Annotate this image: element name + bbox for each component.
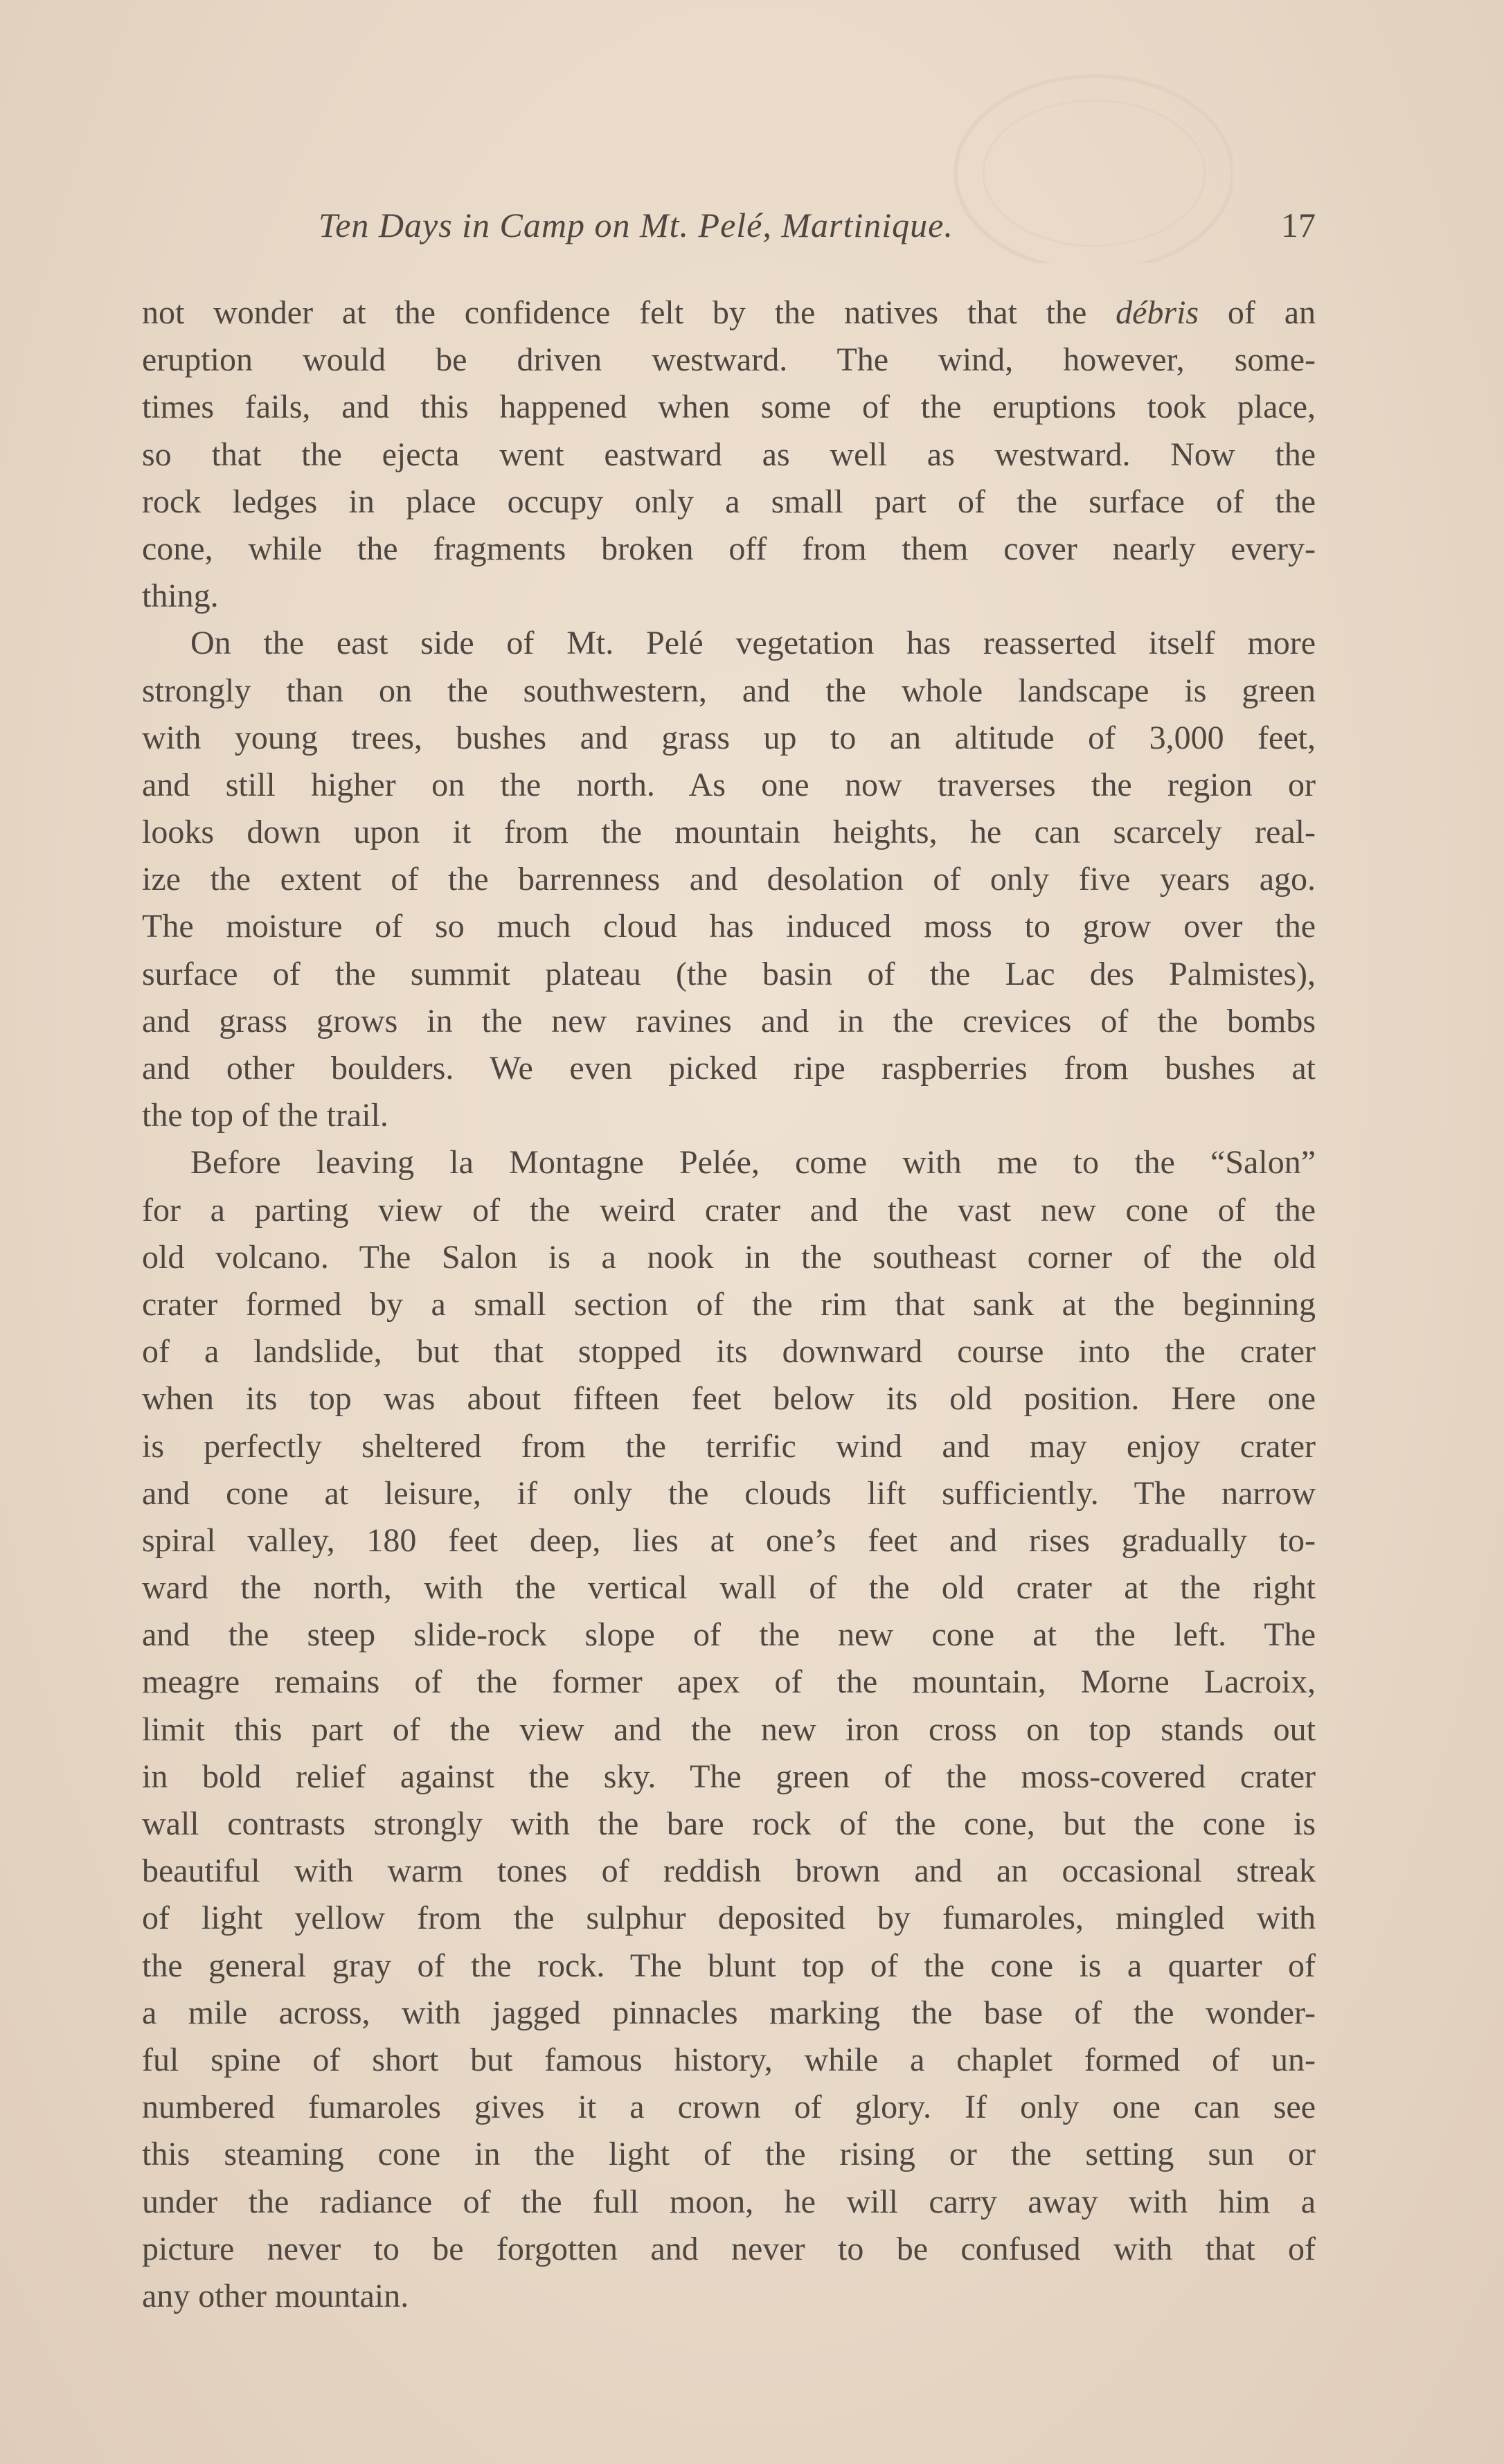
text-line: is perfectly sheltered from the terrific wind and may enjoy crater bbox=[142, 1427, 1316, 1465]
text-line: and other boulders. We even picked ripe raspberries from bushes at bbox=[142, 1050, 1316, 1087]
text-line: when its top was about fifteen feet below its old position. Here one bbox=[142, 1380, 1316, 1418]
text-line: The moisture of so much cloud has induced moss to grow over the bbox=[142, 908, 1316, 945]
text-line: ful spine of short but famous history, while a chaplet formed of un- bbox=[142, 2041, 1316, 2078]
text-line: of light yellow from the sulphur deposited by fumaroles, mingled with bbox=[142, 1900, 1316, 1937]
text-line: and cone at leisure, if only the clouds lift sufficiently. The narrow bbox=[142, 1474, 1316, 1512]
text-line: meagre remains of the former apex of the mountain, Morne Lacroix, bbox=[142, 1663, 1316, 1701]
text-line: of a landslide, but that stopped its downward course into the crater bbox=[142, 1333, 1316, 1371]
text-line: cone, while the fragments broken off from them cover nearly every- bbox=[142, 530, 1316, 567]
text-line: under the radiance of the full moon, he will carry away with him a bbox=[142, 2183, 1316, 2220]
text-line: the top of the trail. bbox=[142, 1097, 388, 1134]
italic-word: débris bbox=[1116, 294, 1199, 331]
text-line: in bold relief against the sky. The green of the moss-covered crater bbox=[142, 1758, 1316, 1795]
text-line: looks down upon it from the mountain heights, he can scarcely real- bbox=[142, 814, 1316, 851]
text-line: and still higher on the north. As one now traverses the region or bbox=[142, 766, 1316, 803]
text-line: any other mountain. bbox=[142, 2277, 409, 2314]
text-line: for a parting view of the weird crater and the vast new cone of the bbox=[142, 1191, 1316, 1229]
text-line: ward the north, with the vertical wall of the old crater at the right bbox=[142, 1569, 1316, 1607]
running-head bbox=[142, 201, 1316, 249]
text-line: surface of the summit plateau (the basin of the Lac des Palmistes), bbox=[142, 955, 1316, 992]
text-line: a mile across, with jagged pinnacles marking the base of the wonder- bbox=[142, 1994, 1316, 2031]
text-line: limit this part of the view and the new iron cross on top stands out bbox=[142, 1711, 1316, 1748]
page-number: 17 bbox=[1281, 206, 1316, 244]
running-title: Ten Days in Camp on Mt. Pelé, Martinique. bbox=[319, 206, 954, 244]
text-line: old volcano. The Salon is a nook in the southeast corner of the old bbox=[142, 1238, 1316, 1276]
text-line: ize the extent of the barrenness and desolation of only five years ago. bbox=[142, 861, 1316, 898]
text-line: and grass grows in the new ravines and in the crevices of the bombs bbox=[142, 1002, 1316, 1039]
text-line: crater formed by a small section of the rim that sank at the beginning bbox=[142, 1285, 1316, 1323]
text-line: rock ledges in place occupy only a small part of the surface of the bbox=[142, 483, 1316, 520]
text-line: On the east side of Mt. Pelé vegetation has reasserted itself more bbox=[190, 625, 1316, 662]
text-line: eruption would be driven westward. The wind, however, some- bbox=[142, 341, 1316, 379]
text-line: and the steep slide-rock slope of the new cone at the left. The bbox=[142, 1616, 1316, 1654]
text-line: Before leaving la Montagne Pelée, come with me to the “Salon” bbox=[190, 1144, 1316, 1181]
text-line: spiral valley, 180 feet deep, lies at one’s feet and rises gradually to- bbox=[142, 1521, 1316, 1559]
text-line: so that the ejecta went eastward as well as westward. Now the bbox=[142, 436, 1316, 473]
text-line: thing. bbox=[142, 578, 219, 615]
text-line: numbered fumaroles gives it a crown of glory. If only one can see bbox=[142, 2089, 1316, 2126]
text-line: wall contrasts strongly with the bare rock of the cone, but the cone is bbox=[142, 1805, 1316, 1842]
text-line: the general gray of the rock. The blunt top of the cone is a quarter of bbox=[142, 1947, 1316, 1984]
text-line: strongly than on the southwestern, and the whole landscape is green bbox=[142, 672, 1316, 709]
text-line: not wonder at the confidence felt by the natives that the débris of an bbox=[142, 294, 1316, 331]
text-line: with young trees, bushes and grass up to an altitude of 3,000 feet, bbox=[142, 719, 1316, 756]
body-text bbox=[142, 289, 1316, 2320]
text-line: picture never to be forgotten and never to be confused with that of bbox=[142, 2230, 1316, 2267]
text-line: times fails, and this happened when some of the eruptions took place, bbox=[142, 389, 1316, 426]
text-line: beautiful with warm tones of reddish brown and an occasional streak bbox=[142, 1853, 1316, 1890]
text-line: this steaming cone in the light of the rising or the setting sun or bbox=[142, 2136, 1316, 2173]
